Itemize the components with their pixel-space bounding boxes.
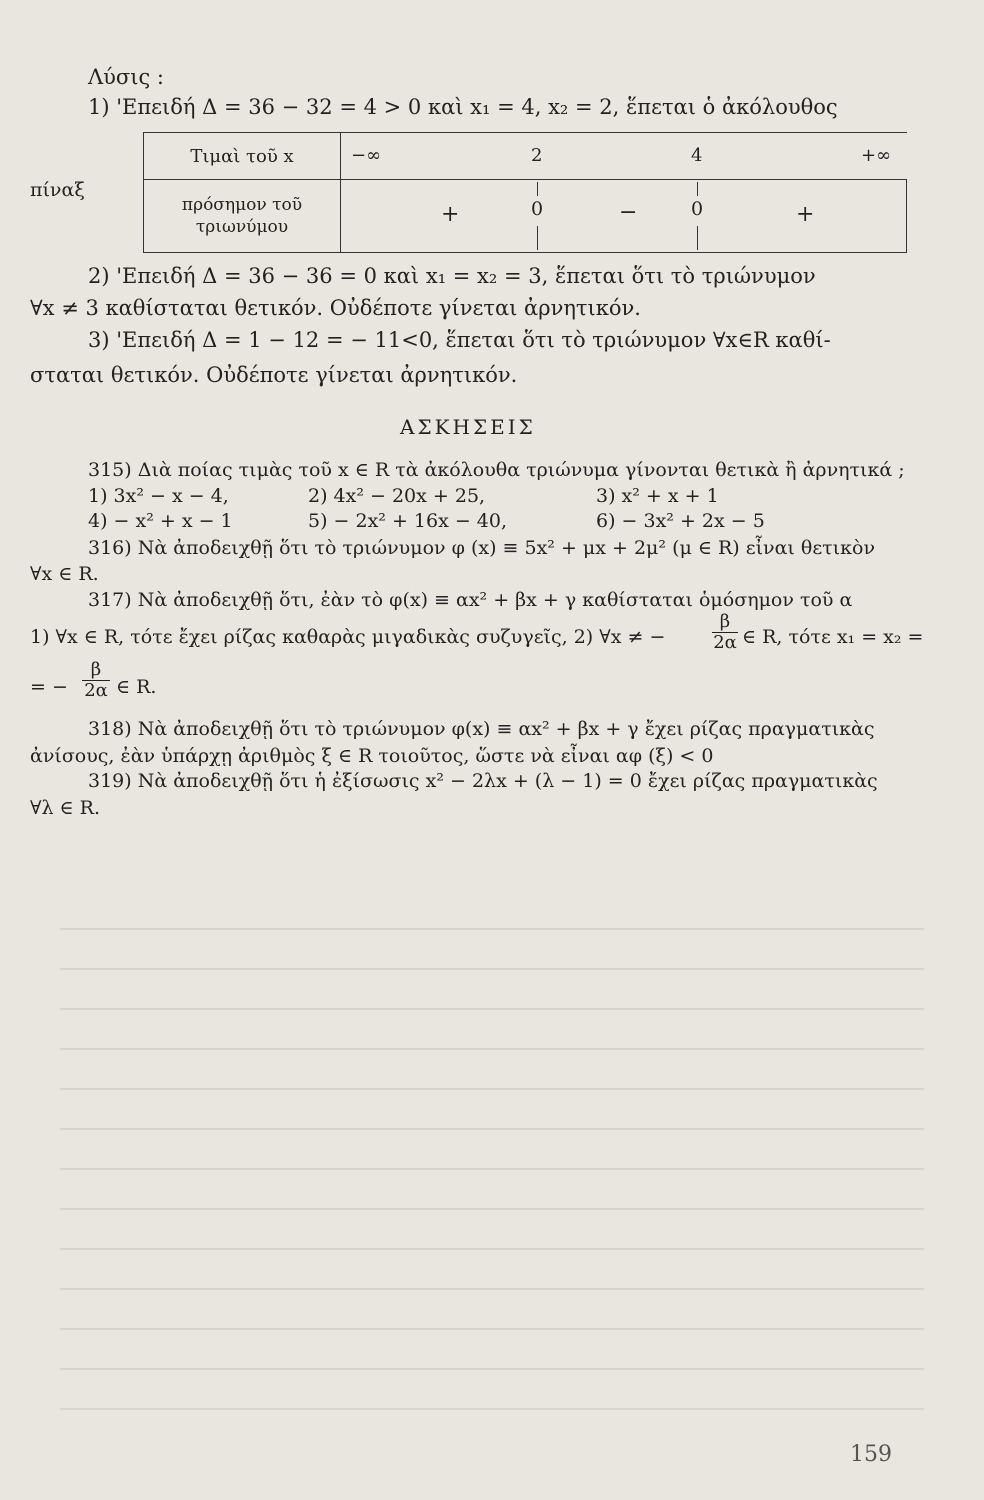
page-number: 159 <box>850 1442 892 1467</box>
exercise-315-item-6: 6) − 3x² + 2x − 5 <box>596 510 765 532</box>
row-label-x-values: Τιμαὶ τοῦ x <box>144 133 341 180</box>
exercise-318-line-1: 318) Νὰ ἀποδειχθῇ ὅτι τὸ τριώνυμον φ(x) ≡ αx² + βx + γ ἔχει ρίζας πραγματικὰς <box>88 718 875 740</box>
pinax-label: πίναξ <box>30 179 85 201</box>
exercises-heading: ΑΣΚΗΣΕΙΣ <box>400 415 536 439</box>
sign-table-row-values <box>144 133 907 180</box>
bleed-through-text <box>0 890 984 1410</box>
exercise-316-line-2: ∀x ∈ R. <box>30 563 99 585</box>
sign-table <box>143 132 907 253</box>
exercise-315-item-5: 5) − 2x² + 16x − 40, <box>308 510 508 532</box>
exercise-319-line-1: 319) Νὰ ἀποδειχθῇ ὅτι ἡ ἐξίσωσις x² − 2λx + (λ − 1) = 0 ἔχει ρίζας πραγματικὰς <box>88 770 878 792</box>
exercise-315-item-4: 4) − x² + x − 1 <box>88 510 233 532</box>
fraction-beta-over-2alpha-2: β 2α <box>82 660 110 701</box>
sign-plus-left: + <box>441 202 460 227</box>
exercise-317-line-2b: ∈ R, τότε x₁ = x₂ = <box>742 626 924 648</box>
exercise-319-line-2: ∀λ ∈ R. <box>30 797 100 819</box>
solution-3-line-1: 3) 'Επειδή Δ = 1 − 12 = − 11<0, ἕπεται ὅτι τὸ τριώνυμον ∀x∈R καθί- <box>88 328 831 352</box>
exercise-315-item-2: 2) 4x² − 20x + 25, <box>308 485 486 507</box>
exercise-315-item-1: 1) 3x² − x − 4, <box>88 485 229 507</box>
fraction-denominator: 2α <box>713 632 737 653</box>
solution-3-line-2: σταται θετικόν. Οὐδέποτε γίνεται ἀρνητικόν. <box>30 363 518 387</box>
sign-axis <box>341 180 906 252</box>
tick-root-2-bottom <box>537 226 538 250</box>
solution-2-line-2: ∀x ≠ 3 καθίσταται θετικόν. Οὐδέποτε γίνεται ἀρνητικόν. <box>30 296 641 320</box>
row-label-sign: πρόσημον τοῦ τριωνύμου <box>144 180 341 253</box>
exercise-317-line-3-suffix: ∈ R. <box>116 676 157 698</box>
value-neg-infinity: −∞ <box>351 145 382 166</box>
tick-root-2-top <box>537 182 538 196</box>
fraction-numerator: β <box>719 611 731 632</box>
solution-2-line-1: 2) 'Επειδή Δ = 36 − 36 = 0 καὶ x₁ = x₂ = 3, ἕπεται ὅτι τὸ τριώνυμον <box>88 264 816 288</box>
solution-heading: Λύσις : <box>88 65 165 89</box>
sign-minus-middle: − <box>619 200 638 225</box>
sign-table-row-signs <box>144 180 907 253</box>
value-root-4: 4 <box>691 145 703 166</box>
zero-at-2: 0 <box>531 198 544 220</box>
tick-root-4-top <box>697 182 698 196</box>
exercise-318-line-2: ἀνίσους, ἐὰν ὑπάρχῃ ἀριθμὸς ξ ∈ R τοιοῦτος, ὥστε νὰ εἶναι αφ (ξ) < 0 <box>30 745 714 767</box>
value-root-2: 2 <box>531 145 543 166</box>
solution-1-line: 1) 'Επειδή Δ = 36 − 32 = 4 > 0 καὶ x₁ = 4, x₂ = 2, ἕπεται ὁ ἀκόλουθος <box>88 95 838 119</box>
exercise-316-line-1: 316) Νὰ ἀποδειχθῇ ὅτι τὸ τριώνυμον φ (x) ≡ 5x² + μx + 2μ² (μ ∈ R) εἶναι θετικὸν <box>88 537 875 559</box>
zero-at-4: 0 <box>691 198 704 220</box>
exercise-317-line-3-prefix: = − <box>30 676 68 698</box>
value-pos-infinity: +∞ <box>861 145 892 166</box>
fraction-beta-over-2alpha <box>712 612 738 653</box>
exercise-317-line-1: 317) Νὰ ἀποδειχθῇ ὅτι, ἐὰν τὸ φ(x) ≡ αx² + βx + γ καθίσταται ὁμόσημον τοῦ α <box>88 589 853 611</box>
tick-root-4-bottom <box>697 226 698 250</box>
x-values-axis <box>341 133 907 179</box>
exercise-315-item-3: 3) x² + x + 1 <box>596 485 719 507</box>
exercise-315: 315) Διὰ ποίας τιμὰς τοῦ x ∈ R τὰ ἀκόλουθα τριώνυμα γίνονται θετικὰ ἢ ἀρνητικά ; <box>88 459 905 481</box>
exercise-317-line-2a: 1) ∀x ∈ R, τότε ἔχει ρίζας καθαρὰς μιγαδικὰς συζυγεῖς, 2) ∀x ≠ − <box>30 626 666 648</box>
sign-plus-right: + <box>796 202 815 227</box>
